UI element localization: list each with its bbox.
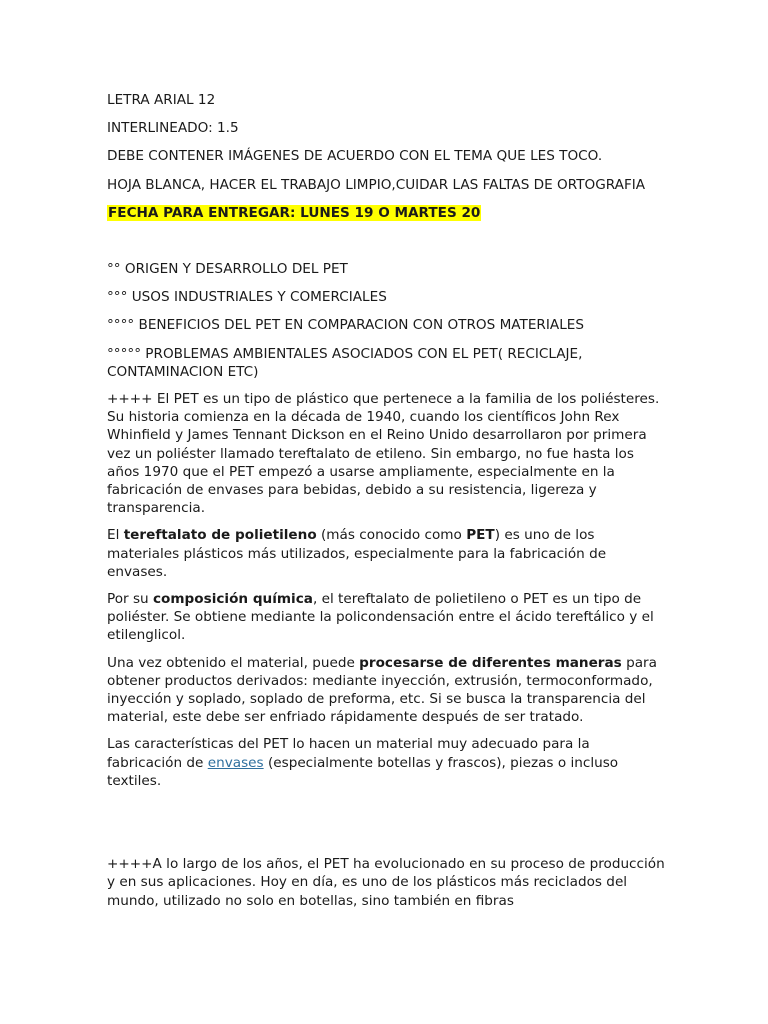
bold-term: composición química — [152, 591, 313, 608]
deadline-line — [107, 204, 667, 222]
text-run: Por su — [107, 591, 153, 608]
text-run: Una vez obtenido el material, puede — [107, 654, 360, 671]
topic-list — [107, 260, 667, 381]
paragraph-characteristics — [107, 735, 667, 790]
topic-item: °°°°° PROBLEMAS AMBIENTALES ASOCIADOS CON EL PET( RECICLAJE, CONTAMINACION ETC) — [107, 345, 583, 380]
spacer — [107, 799, 667, 855]
bold-term: procesarse de diferentes maneras — [359, 654, 622, 671]
envases-link[interactable]: envases — [207, 754, 264, 771]
paragraph-definition — [107, 526, 667, 581]
instruction-spacing: INTERLINEADO: 1.5 — [107, 120, 239, 137]
text-run: (más conocido como — [316, 527, 467, 544]
bold-term: tereftalato de polietileno — [123, 527, 317, 544]
instruction-paper: HOJA BLANCA, HACER EL TRABAJO LIMPIO,CUIDAR LAS FALTAS DE ORTOGRAFIA — [107, 176, 646, 193]
text-run: (especialmente botellas y frascos), piezas o incluso textiles. — [107, 754, 619, 789]
paragraph-composition — [107, 590, 667, 645]
paragraph-processing — [107, 654, 667, 727]
text-run: para obtener productos derivados: mediante inyección, extrusión, termoconformado, inyección y soplado, soplado de preforma, etc. Si se busca la transparencia del material, este debe ser enfriado rápidamente después de ser tratado. — [107, 654, 657, 726]
instruction-font: LETRA ARIAL 12 — [107, 92, 216, 108]
text-run: El — [107, 527, 124, 544]
topic-item: °° ORIGEN Y DESARROLLO DEL PET — [107, 261, 348, 278]
topic-item: °°° USOS INDUSTRIALES Y COMERCIALES — [107, 289, 387, 306]
bold-term: PET — [466, 527, 495, 544]
text-run: ) es uno de los materiales plásticos más utilizados, especialmente para la fabricación de envases. — [107, 527, 607, 580]
instruction-images: DEBE CONTENER IMÁGENES DE ACUERDO CON EL TEMA QUE LES TOCO. — [107, 148, 603, 165]
topic-item: °°°° BENEFICIOS DEL PET EN COMPARACION CON OTROS MATERIALES — [107, 317, 584, 334]
document-body — [107, 91, 667, 919]
text-run: , el tereftalato de polietileno o PET es un tipo de poliéster. Se obtiene mediante la policondensación entre el ácido tereftálico y el etilenglicol. — [107, 591, 654, 644]
paragraph-origin: ++++ El PET es un tipo de plástico que pertenece a la familia de los poliésteres. Su historia comienza en la década de 1940, cuando los científicos John Rex Whinfield y James Tennant Dickson en el Reino Unido desarrollaron por primera vez un poliéster llamado tereftalato de etileno. Sin embargo, no fue hasta los años 1970 que el PET empezó a usarse ampliamente, especialmente en la fabricación de envases para bebidas, debido a su resistencia, ligereza y transparencia. — [107, 391, 660, 517]
paragraph-evolution: ++++A lo largo de los años, el PET ha evolucionado en su proceso de producción y en sus aplicaciones. Hoy en día, es uno de los plásticos más reciclados del mundo, utilizado no solo en botellas, sino también en fibras — [107, 856, 665, 909]
deadline-highlight: FECHA PARA ENTREGAR: LUNES 19 O MARTES 20 — [108, 204, 481, 221]
text-run: Las características del PET lo hacen un material muy adecuado para la fabricación de — [107, 736, 590, 771]
